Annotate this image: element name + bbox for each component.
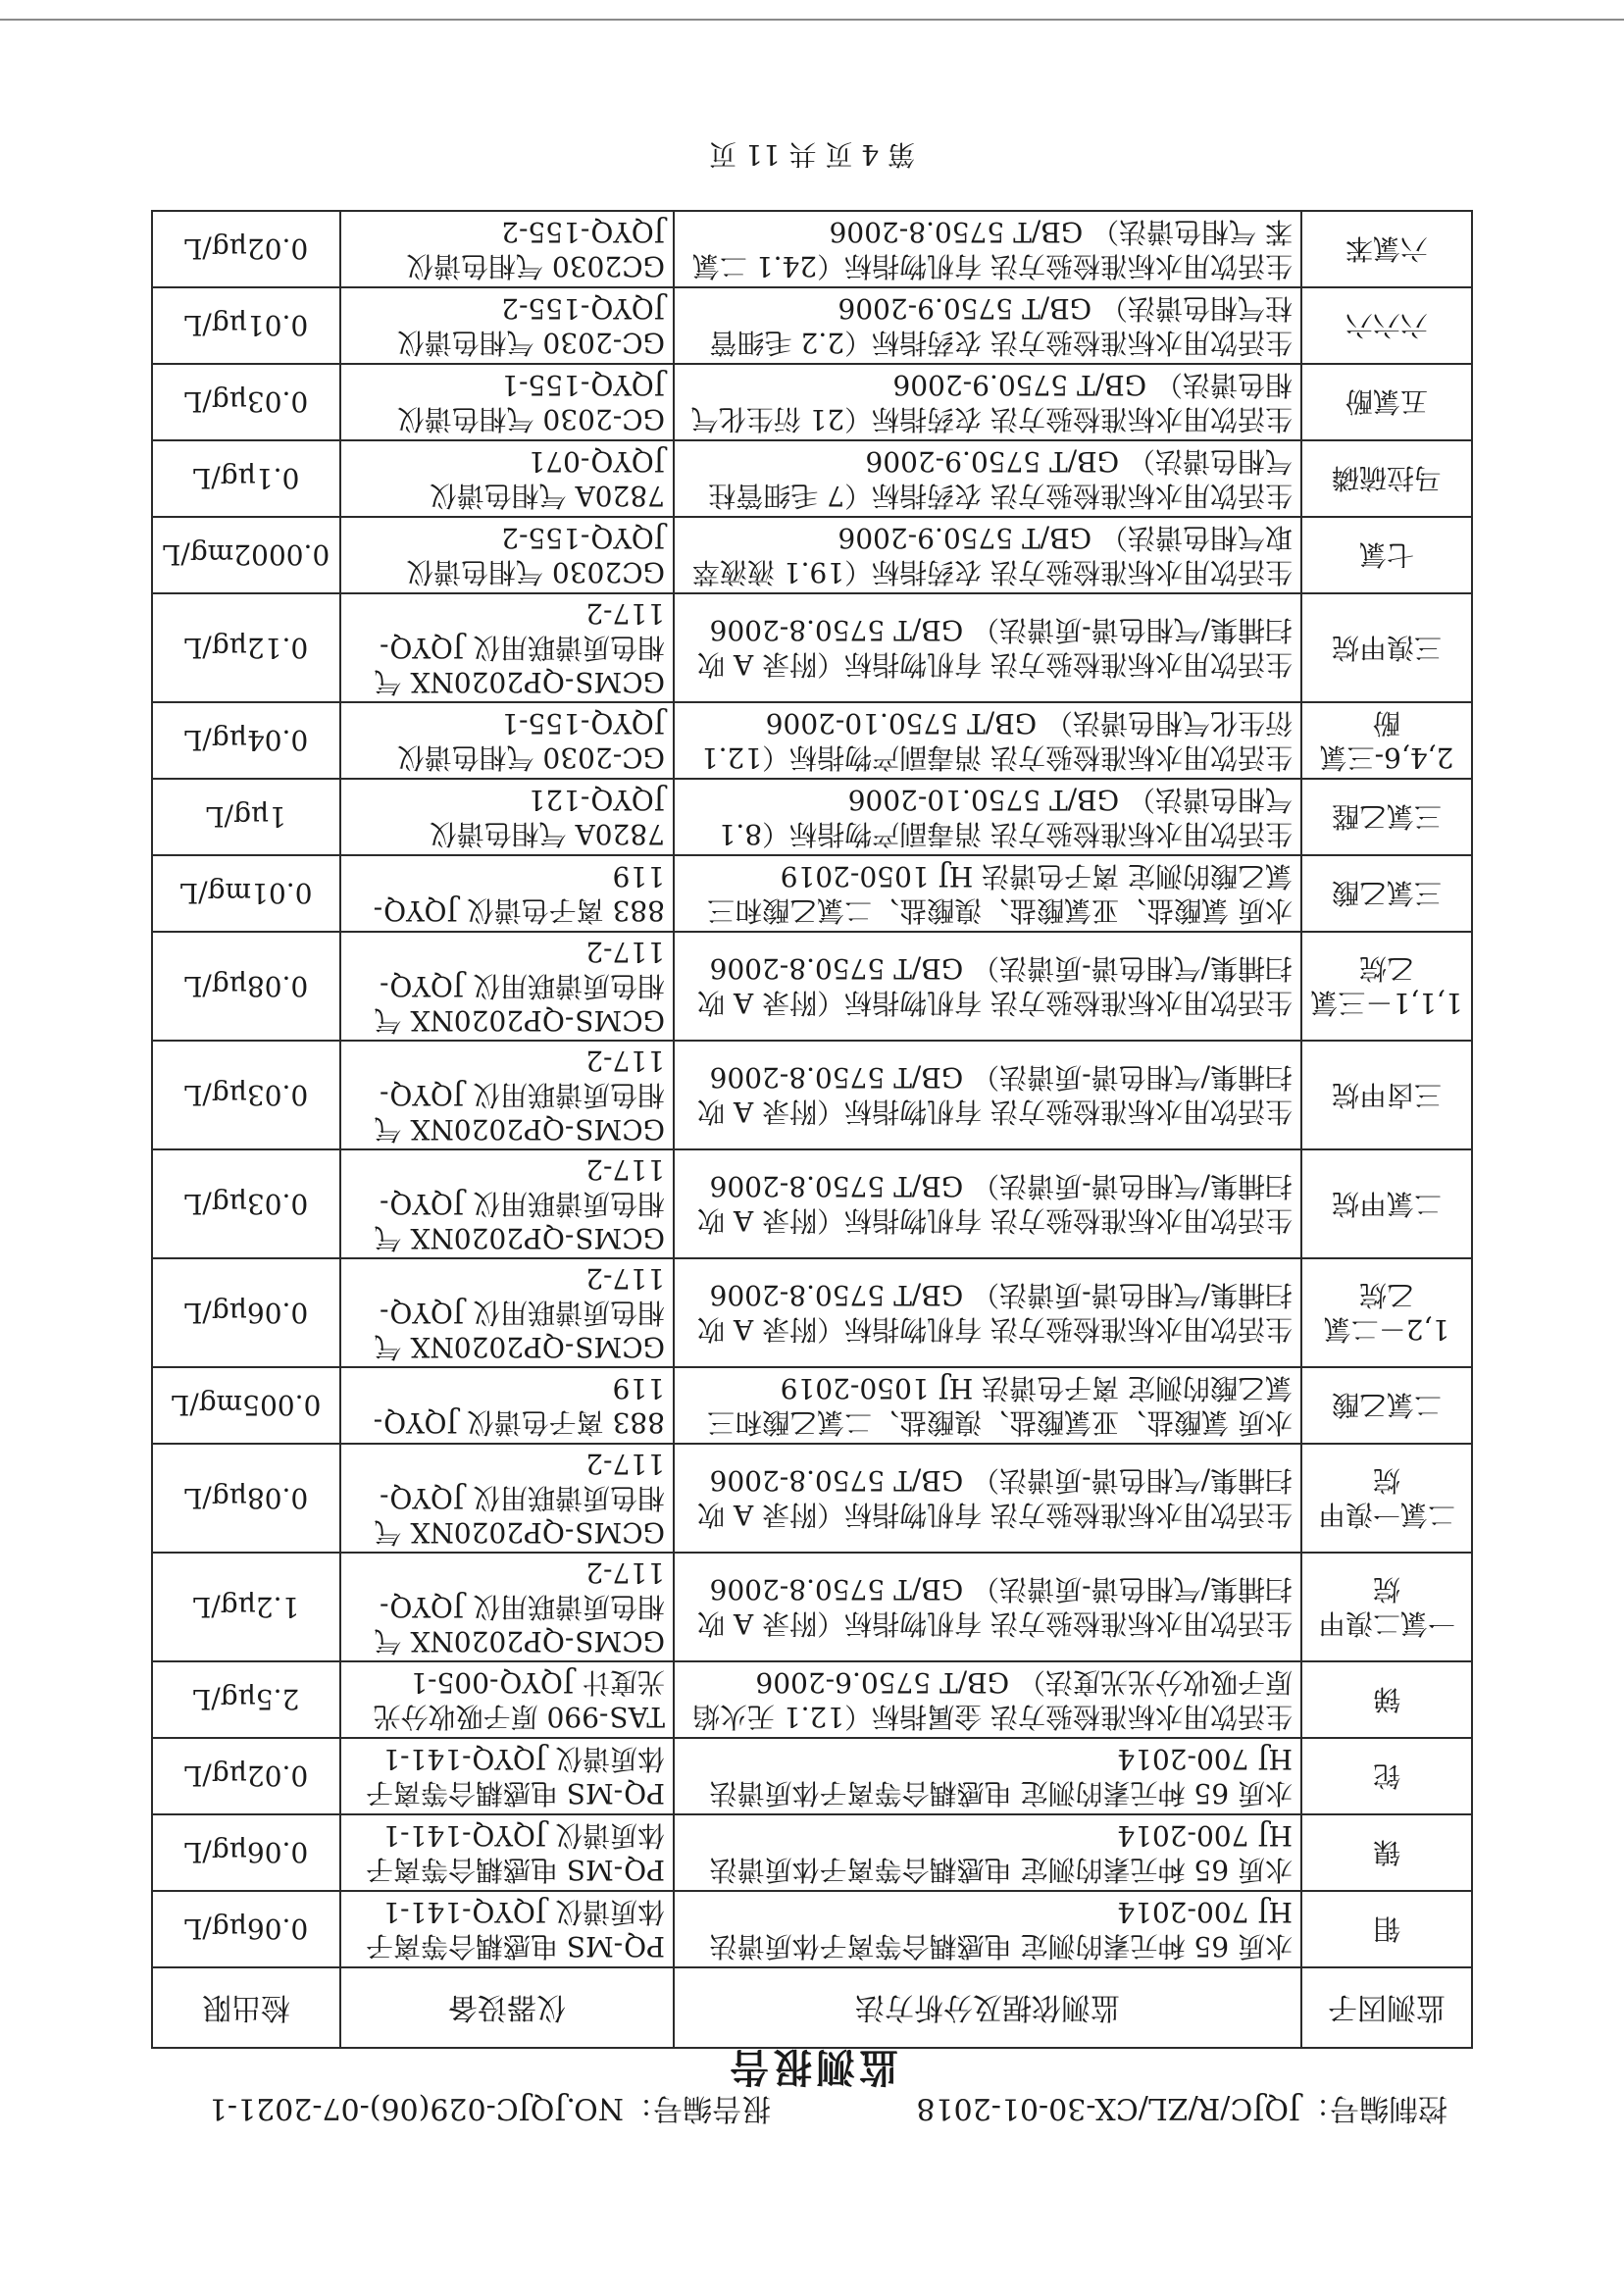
document-title: 监测报告 xyxy=(726,2044,898,2090)
cell-limit: 0.005mg/L xyxy=(152,1367,340,1444)
cell-limit: 0.08μg/L xyxy=(152,932,340,1041)
table-row xyxy=(152,1258,1472,1367)
cell-limit: 0.04μg/L xyxy=(152,702,340,779)
cell-method: 水质 氯酸盐、亚氯酸盐、溴酸盐、二氯乙酸和三氯乙酸的测定 离子色谱法 HJ 1050-2019 xyxy=(674,855,1301,932)
cell-method: 生活饮用水标准检验方法 农药指标（2.2 毛细管柱气相色谱法） GB/T 5750.9-2006 xyxy=(674,287,1301,364)
table-row xyxy=(152,1444,1472,1553)
table-row xyxy=(152,1738,1472,1814)
cell-method: 生活饮用水标准检验方法 有机物指标（附录 A 吹扫捕集/气相色谱-质谱法） GB/T 5750.8-2006 xyxy=(674,1258,1301,1367)
table-row xyxy=(152,364,1472,440)
table-row xyxy=(152,1814,1472,1891)
cell-limit: 0.0002mg/L xyxy=(152,517,340,593)
cell-factor: 镍 xyxy=(1301,1814,1472,1891)
column-header-limit: 检出限 xyxy=(152,1967,340,2048)
cell-method: 水质 氯酸盐、亚氯酸盐、溴酸盐、二氯乙酸和三氯乙酸的测定 离子色谱法 HJ 1050-2019 xyxy=(674,1367,1301,1444)
control-number: 控制编号：JQJC/R/ZL/CX-30-01-2018 xyxy=(916,2091,1447,2125)
cell-instrument: GCMS-QP2020NX 气相色质谱联用仪 JQYQ-117-2 xyxy=(340,1444,674,1553)
column-header-method: 监测依据及分析方法 xyxy=(674,1967,1301,2048)
cell-limit: 1.2μg/L xyxy=(152,1553,340,1661)
cell-instrument: PQ-MS 电感耦合等离子体质谱仪 JQYQ-141-1 xyxy=(340,1814,674,1891)
cell-factor: 马拉硫磷 xyxy=(1301,440,1472,517)
cell-limit: 0.01mg/L xyxy=(152,855,340,932)
table-row xyxy=(152,1149,1472,1258)
cell-factor: 三氯乙醛 xyxy=(1301,779,1472,855)
table-row xyxy=(152,287,1472,364)
cell-factor: 七氯 xyxy=(1301,517,1472,593)
cell-instrument: GCMS-QP2020NX 气相色质谱联用仪 JQYQ-117-2 xyxy=(340,1041,674,1149)
cell-instrument: 7820A 气相色谱仪 JQYQ-121 xyxy=(340,779,674,855)
cell-method: 生活饮用水标准检验方法 农药指标（7 毛细管柱气相色谱法） GB/T 5750.9-2006 xyxy=(674,440,1301,517)
cell-limit: 0.01μg/L xyxy=(152,287,340,364)
cell-factor: 三氯乙酸 xyxy=(1301,855,1472,932)
cell-factor: 三卤甲烷 xyxy=(1301,1041,1472,1149)
cell-instrument: GC-2030 气相色谱仪 JQYQ-155-1 xyxy=(340,364,674,440)
table-row xyxy=(152,440,1472,517)
cell-instrument: GC2030 气相色谱仪 JQYQ-155-2 xyxy=(340,517,674,593)
cell-method: 生活饮用水标准检验方法 有机物指标（附录 A 吹扫捕集/气相色谱-质谱法） GB/T 5750.8-2006 xyxy=(674,1041,1301,1149)
cell-instrument: TAS-990 原子吸收分光光度计 JQYQ-005-1 xyxy=(340,1661,674,1738)
table-row xyxy=(152,211,1472,287)
cell-method: 生活饮用水标准检验方法 有机物指标（附录 A 吹扫捕集/气相色谱-质谱法） GB/T 5750.8-2006 xyxy=(674,932,1301,1041)
cell-limit: 2.5μg/L xyxy=(152,1661,340,1738)
cell-instrument: 883 离子色谱仪 JQYQ-119 xyxy=(340,1367,674,1444)
cell-factor: 六六六 xyxy=(1301,287,1472,364)
cell-instrument: GCMS-QP2020NX 气相色质谱联用仪 JQYQ-117-2 xyxy=(340,1149,674,1258)
cell-method: 生活饮用水标准检验方法 有机物指标（附录 A 吹扫捕集/气相色谱-质谱法） GB/T 5750.8-2006 xyxy=(674,1444,1301,1553)
cell-method: 水质 65 种元素的测定 电感耦合等离子体质谱法 HJ 700-2014 xyxy=(674,1738,1301,1814)
cell-instrument: GCMS-QP2020NX 气相色质谱联用仪 JQYQ-117-2 xyxy=(340,1258,674,1367)
cell-factor: 三溴甲烷 xyxy=(1301,593,1472,702)
cell-instrument: 883 离子色谱仪 JQYQ-119 xyxy=(340,855,674,932)
table-header-row xyxy=(152,1967,1472,2048)
cell-limit: 0.1μg/L xyxy=(152,440,340,517)
cell-limit: 0.12μg/L xyxy=(152,593,340,702)
cell-factor: 1,1,1－三氯乙烷 xyxy=(1301,932,1472,1041)
cell-factor: 1,2－二氯乙烷 xyxy=(1301,1258,1472,1367)
monitoring-methods-table xyxy=(151,210,1473,2049)
cell-method: 生活饮用水标准检验方法 有机物指标（附录 A 吹扫捕集/气相色谱-质谱法） GB/T 5750.8-2006 xyxy=(674,1553,1301,1661)
cell-limit: 0.03μg/L xyxy=(152,1041,340,1149)
cell-factor: 二氯一溴甲烷 xyxy=(1301,1444,1472,1553)
column-header-factor: 监测因子 xyxy=(1301,1967,1472,2048)
table-row xyxy=(152,779,1472,855)
cell-method: 生活饮用水标准检验方法 有机物指标（附录 A 吹扫捕集/气相色谱-质谱法） GB/T 5750.8-2006 xyxy=(674,593,1301,702)
cell-limit: 0.06μg/L xyxy=(152,1814,340,1891)
cell-limit: 0.03μg/L xyxy=(152,1149,340,1258)
cell-method: 水质 65 种元素的测定 电感耦合等离子体质谱法 HJ 700-2014 xyxy=(674,1814,1301,1891)
cell-method: 生活饮用水标准检验方法 农药指标（19.1 液液萃取气相色谱法） GB/T 5750.9-2006 xyxy=(674,517,1301,593)
page-number: 第 4 页 共 11 页 xyxy=(709,138,915,171)
table-row xyxy=(152,517,1472,593)
cell-factor: 二氯甲烷 xyxy=(1301,1149,1472,1258)
cell-limit: 0.06μg/L xyxy=(152,1258,340,1367)
table-row xyxy=(152,1367,1472,1444)
table-body xyxy=(152,211,1472,1967)
cell-factor: 2,4,6-三氯酚 xyxy=(1301,702,1472,779)
cell-instrument: GC-2030 气相色谱仪 JQYQ-155-1 xyxy=(340,702,674,779)
cell-instrument: 7820A 气相色谱仪 JQYQ-071 xyxy=(340,440,674,517)
table-row xyxy=(152,1891,1472,1967)
cell-limit: 0.08μg/L xyxy=(152,1444,340,1553)
cell-instrument: GC2030 气相色谱仪 JQYQ-155-2 xyxy=(340,211,674,287)
table-row xyxy=(152,932,1472,1041)
table-row xyxy=(152,1553,1472,1661)
cell-method: 生活饮用水标准检验方法 有机物指标（24.1 二氯苯 气相色谱法） GB/T 5750.8-2006 xyxy=(674,211,1301,287)
table-row xyxy=(152,855,1472,932)
cell-instrument: PQ-MS 电感耦合等离子体质谱仪 JQYQ-141-1 xyxy=(340,1738,674,1814)
cell-method: 生活饮用水标准检验方法 金属指标（12.1 无火焰原子吸收分光光度法） GB/T 5750.6-2006 xyxy=(674,1661,1301,1738)
table-row xyxy=(152,702,1472,779)
cell-factor: 钼 xyxy=(1301,1891,1472,1967)
cell-instrument: GCMS-QP2020NX 气相色质谱联用仪 JQYQ-117-2 xyxy=(340,1553,674,1661)
cell-factor: 一氯二溴甲烷 xyxy=(1301,1553,1472,1661)
report-number: 报告编号：NO.JQJC-029(06)-07-2021-1 xyxy=(208,2091,771,2125)
cell-limit: 1μg/L xyxy=(152,779,340,855)
cell-factor: 六氯苯 xyxy=(1301,211,1472,287)
table-row xyxy=(152,1041,1472,1149)
cell-instrument: GCMS-QP2020NX 气相色质谱联用仪 JQYQ-117-2 xyxy=(340,593,674,702)
column-header-instrument: 仪器设备 xyxy=(340,1967,674,2048)
cell-factor: 锑 xyxy=(1301,1661,1472,1738)
table-row xyxy=(152,593,1472,702)
cell-method: 生活饮用水标准检验方法 消毒副产物指标（8.1 气相色谱法） GB/T 5750.10-2006 xyxy=(674,779,1301,855)
scan-top-rule xyxy=(0,19,1624,21)
cell-method: 生活饮用水标准检验方法 农药指标（21 衍生化气相色谱法） GB/T 5750.9-2006 xyxy=(674,364,1301,440)
cell-method: 水质 65 种元素的测定 电感耦合等离子体质谱法 HJ 700-2014 xyxy=(674,1891,1301,1967)
cell-instrument: GC-2030 气相色谱仪 JQYQ-155-2 xyxy=(340,287,674,364)
cell-limit: 0.03μg/L xyxy=(152,364,340,440)
cell-instrument: PQ-MS 电感耦合等离子体质谱仪 JQYQ-141-1 xyxy=(340,1891,674,1967)
table-row xyxy=(152,1661,1472,1738)
cell-method: 生活饮用水标准检验方法 消毒副产物指标（12.1 衍生化气相色谱法） GB/T 5750.10-2006 xyxy=(674,702,1301,779)
cell-instrument: GCMS-QP2020NX 气相色质谱联用仪 JQYQ-117-2 xyxy=(340,932,674,1041)
cell-factor: 二氯乙酸 xyxy=(1301,1367,1472,1444)
cell-limit: 0.06μg/L xyxy=(152,1891,340,1967)
cell-limit: 0.02μg/L xyxy=(152,211,340,287)
cell-factor: 铊 xyxy=(1301,1738,1472,1814)
cell-method: 生活饮用水标准检验方法 有机物指标（附录 A 吹扫捕集/气相色谱-质谱法） GB/T 5750.8-2006 xyxy=(674,1149,1301,1258)
cell-limit: 0.02μg/L xyxy=(152,1738,340,1814)
cell-factor: 五氯酚 xyxy=(1301,364,1472,440)
